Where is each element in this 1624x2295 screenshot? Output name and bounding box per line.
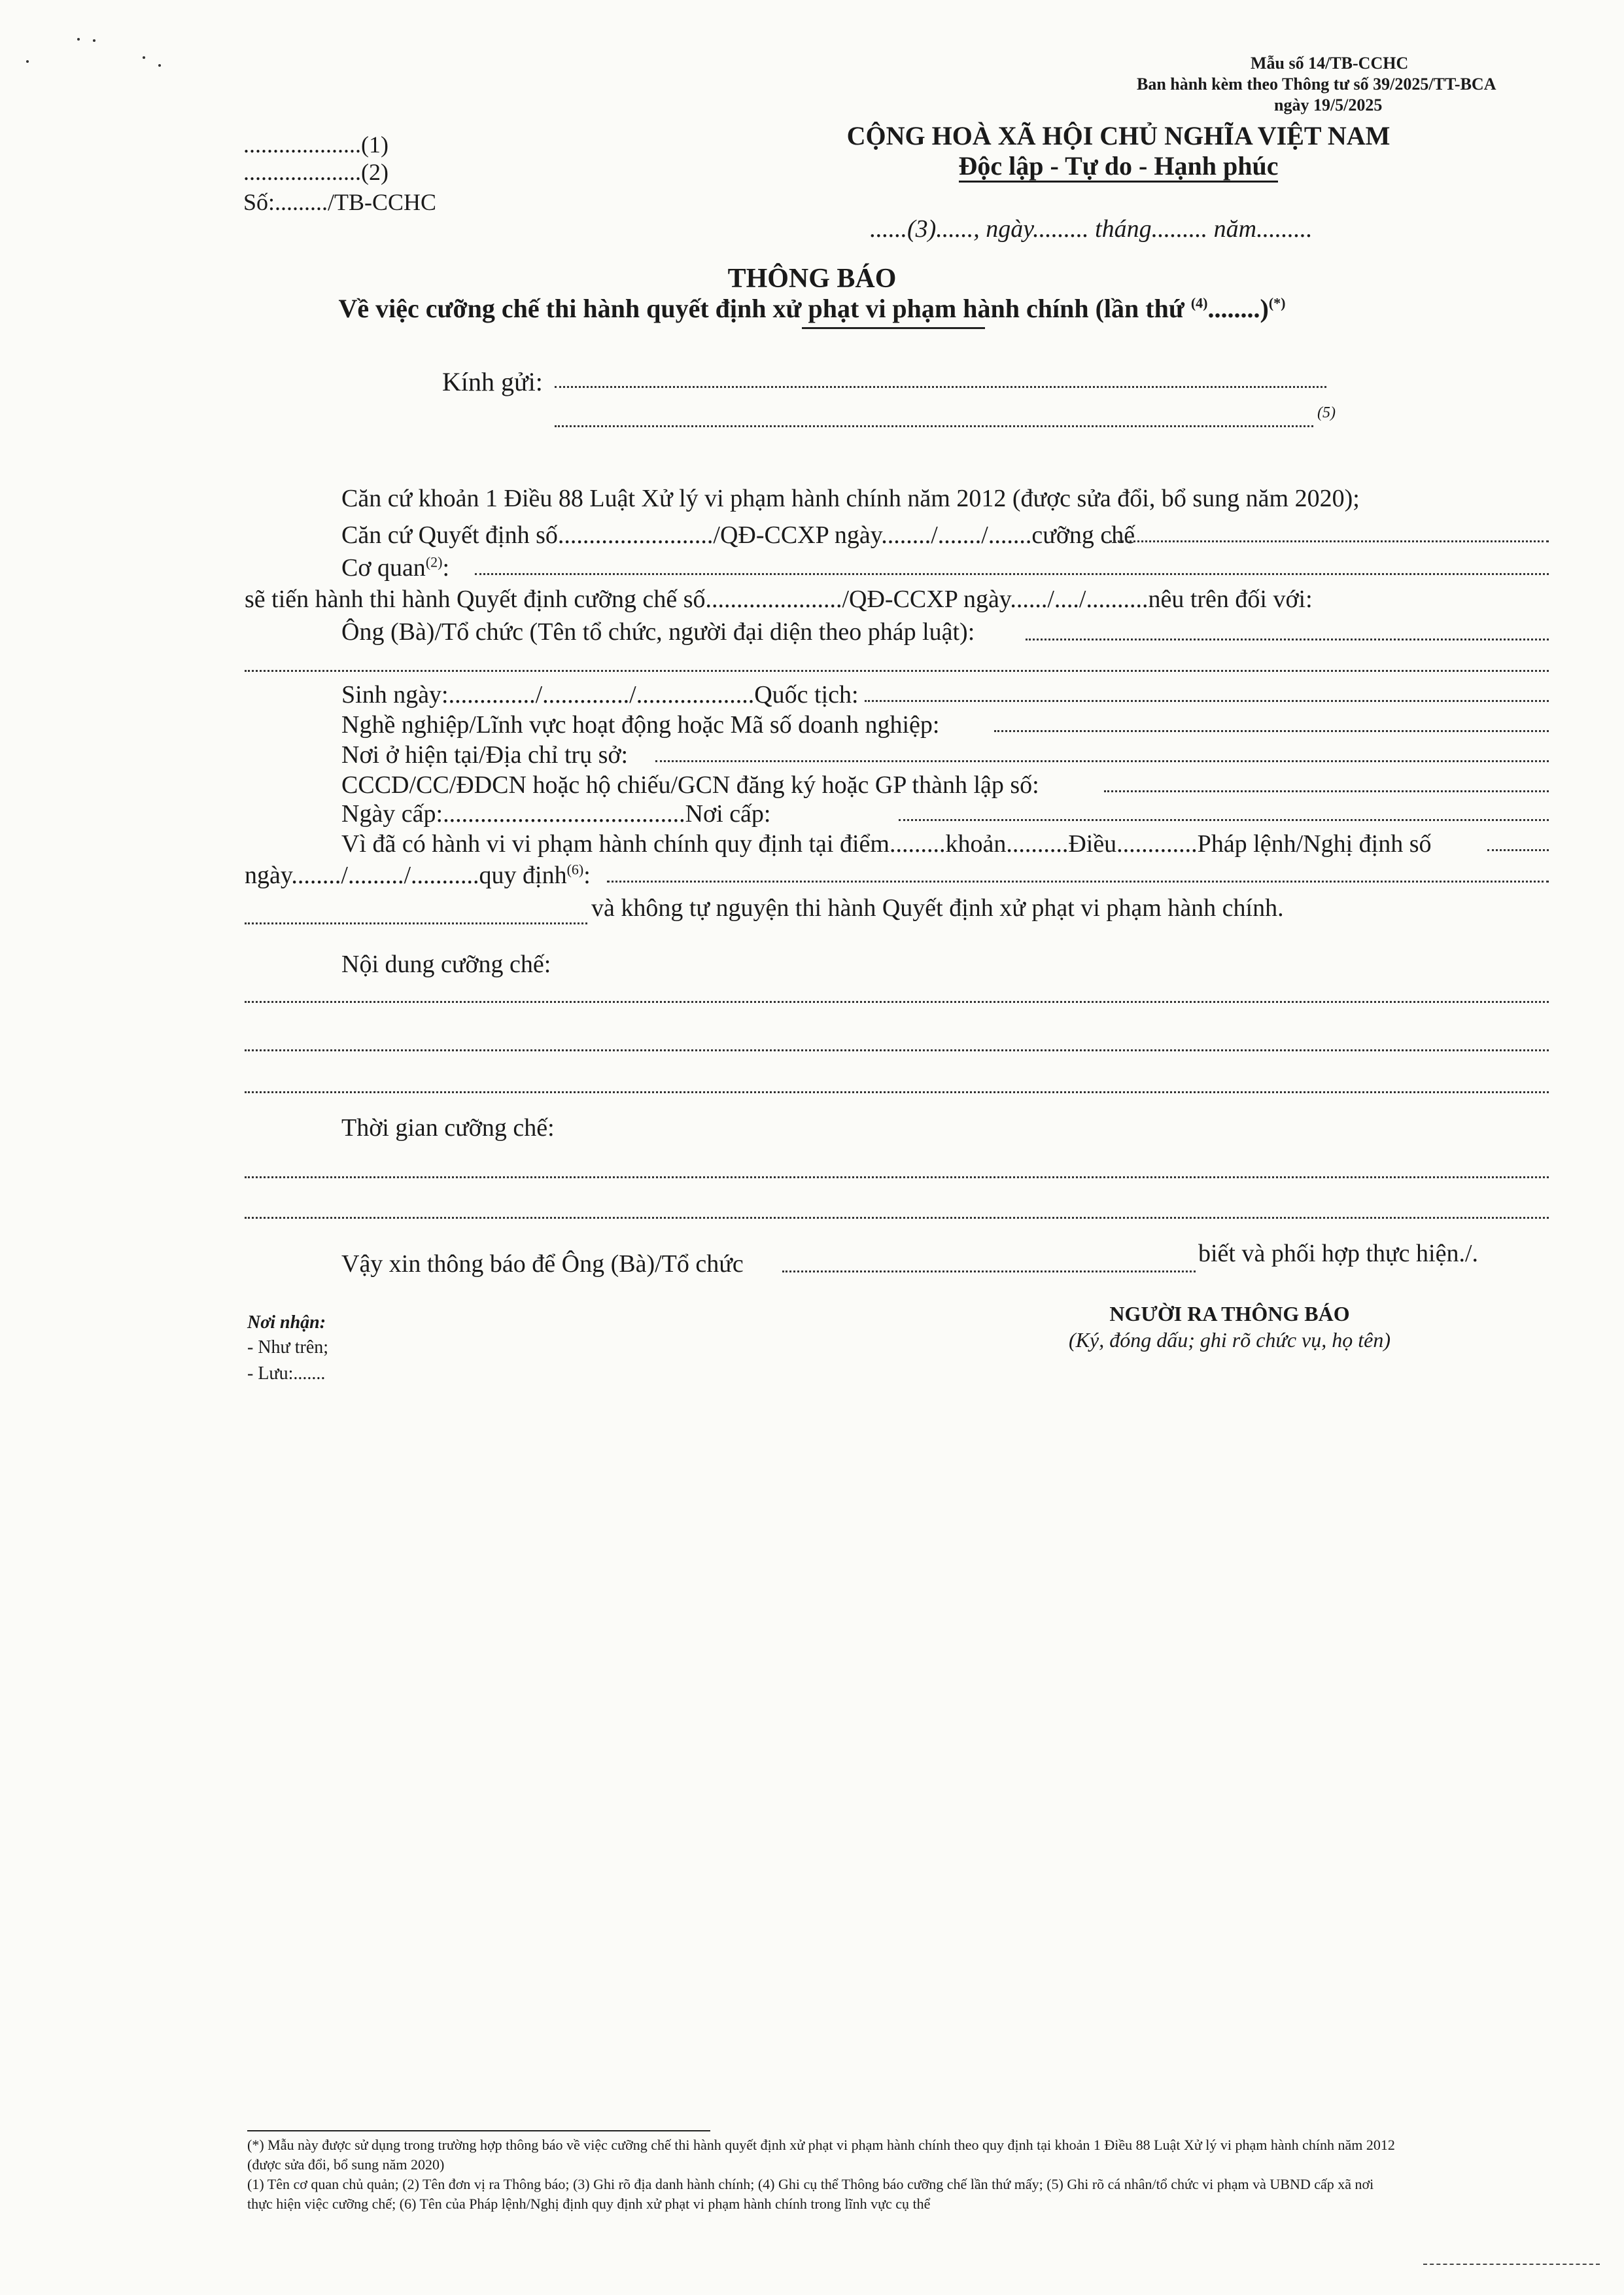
- enforcement-decision-field[interactable]: sẽ tiến hành thi hành Quyết định cưỡng chế số....................../QĐ-CCXP ngày....../..../..........nêu trên đối với:: [245, 586, 1313, 613]
- enforcement-content-line-2[interactable]: [245, 1049, 1549, 1051]
- agency-label: Cơ quan: [341, 554, 426, 582]
- id-number-label: CCCD/CC/ĐDCN hoặc hộ chiếu/GCN đăng ký hoặc GP thành lập số:: [341, 771, 1039, 799]
- scan-speck: [26, 60, 29, 63]
- signature-note: (Ký, đóng dấu; ghi rõ chức vụ, họ tên): [1068, 1328, 1391, 1352]
- violation-date-colon: :: [583, 862, 591, 889]
- agency-parent-field[interactable]: ....................(1): [243, 131, 389, 158]
- recipient-label: Kính gửi:: [442, 367, 543, 396]
- scan-edge-mark: [1423, 2264, 1600, 2265]
- subtitle-note-4: (4): [1190, 294, 1208, 311]
- id-number-line[interactable]: [1104, 790, 1549, 792]
- scan-speck: [77, 38, 80, 41]
- violation-date-field[interactable]: [245, 861, 591, 890]
- enforcement-content-line-3[interactable]: [245, 1091, 1549, 1093]
- recipients-item-above: - Như trên;: [247, 1337, 329, 1358]
- motto-wrap: [824, 150, 1413, 181]
- footnote-notes-line-1: (1) Tên cơ quan chủ quản; (2) Tên đơn vị ra Thông báo; (3) Ghi rõ địa danh hành chính; (4) Ghi cụ thể Thông báo cưỡng chế lần thứ mấy; (5) Ghi rõ cá nhân/tổ chức vi phạm và UBND cấp xã nơi: [247, 2176, 1374, 2192]
- agency-note-2: (2): [425, 553, 443, 570]
- issue-place-line[interactable]: [899, 819, 1549, 821]
- subject-name-label: Ông (Bà)/Tổ chức (Tên tổ chức, người đại diện theo pháp luật):: [341, 618, 975, 646]
- occupation-line[interactable]: [994, 730, 1549, 732]
- decision-basis-line[interactable]: [1109, 540, 1549, 542]
- scan-speck: [158, 64, 161, 67]
- closing-recipient-line[interactable]: [782, 1270, 1196, 1272]
- enforcement-time-line-1[interactable]: [245, 1176, 1549, 1178]
- document-subtitle: [0, 293, 1624, 324]
- non-compliance-line[interactable]: [245, 922, 587, 924]
- regulation-line[interactable]: [607, 881, 1549, 883]
- nationality-line[interactable]: [865, 700, 1549, 702]
- issued-with-circular: Ban hành kèm theo Thông tư số 39/2025/TT-BCA: [1137, 75, 1496, 94]
- recipient-field-line-2[interactable]: [555, 425, 1313, 427]
- recipient-field-line-1[interactable]: [555, 386, 1326, 388]
- signature-title: NGƯỜI RA THÔNG BÁO: [1109, 1302, 1350, 1325]
- decree-number-line[interactable]: [1487, 849, 1549, 851]
- scan-speck: [93, 39, 95, 42]
- recipient-note: (5): [1317, 404, 1336, 421]
- enforcement-time-line-2[interactable]: [245, 1217, 1549, 1219]
- recipients-item-archive: - Lưu:.......: [247, 1363, 326, 1384]
- subtitle-text: Về việc cưỡng chế thi hành quyết định xử phạt vi phạm hành chính (lần thứ: [338, 294, 1184, 323]
- subtitle-end: ........): [1207, 294, 1269, 323]
- title-underline: [802, 327, 985, 329]
- enforcement-content-line-1[interactable]: [245, 1001, 1549, 1003]
- footnote-notes-line-2: thực hiện việc cưỡng chế; (6) Tên của Pháp lệnh/Nghị định quy định xử phạt vi phạm hành chính trong lĩnh vực cụ thể: [247, 2196, 931, 2212]
- subtitle-note-star: (*): [1268, 294, 1286, 311]
- agency-issuer-field[interactable]: ....................(2): [243, 159, 389, 185]
- issued-date: ngày 19/5/2025: [1274, 96, 1383, 114]
- address-line[interactable]: [655, 760, 1549, 762]
- subject-name-line-1[interactable]: [1026, 639, 1549, 640]
- legal-basis-law: Căn cứ khoản 1 Điều 88 Luật Xử lý vi phạm hành chính năm 2012 (được sửa đổi, bổ sung năm 2020);: [341, 485, 1360, 512]
- scan-speck: [143, 56, 145, 59]
- document-number-field[interactable]: Số:........./TB-CCHC: [243, 189, 437, 215]
- agency-field-line[interactable]: [475, 573, 1549, 575]
- footnote-star: (*) Mẫu này được sử dụng trong trường hợp thông báo về việc cưỡng chế thi hành quyết định xử phạt vi phạm hành chính theo quy định tại khoản 1 Điều 88 Luật Xử lý vi phạm hành chính năm 2012: [247, 2137, 1395, 2153]
- violation-date-text: ngày......../........./...........quy định: [245, 862, 567, 889]
- closing-text-end: biết và phối hợp thực hiện./.: [1198, 1240, 1479, 1267]
- violation-article-field[interactable]: Vì đã có hành vi vi phạm hành chính quy định tại điểm.........khoản..........Điều.............Pháp lệnh/Nghị định số: [341, 830, 1432, 858]
- decision-basis-field[interactable]: Căn cứ Quyết định số........................./QĐ-CCXP ngày......../......./.......cưỡng chế: [341, 521, 1135, 549]
- subject-name-line-2[interactable]: [245, 670, 1549, 672]
- non-compliance-text: và không tự nguyện thi hành Quyết định xử phạt vi phạm hành chính.: [591, 894, 1284, 922]
- closing-text-start: Vậy xin thông báo để Ông (Bà)/Tổ chức: [341, 1250, 744, 1278]
- agency-line-label: Cơ quan$^{(2)}$:: [341, 553, 450, 582]
- issue-date-place-field[interactable]: Ngày cấp:.......................................Nơi cấp:: [341, 800, 771, 828]
- birth-nationality-field[interactable]: Sinh ngày:............../............../...................Quốc tịch:: [341, 681, 859, 709]
- footnote-separator: [247, 2130, 710, 2131]
- national-title: CỘNG HOÀ XÃ HỘI CHỦ NGHĨA VIỆT NAM: [846, 121, 1391, 150]
- occupation-label: Nghề nghiệp/Lĩnh vực hoạt động hoặc Mã số doanh nghiệp:: [341, 711, 940, 739]
- form-number: Mẫu số 14/TB-CCHC: [1251, 54, 1409, 73]
- national-motto: Độc lập - Tự do - Hạnh phúc: [959, 151, 1279, 183]
- document-title: THÔNG BÁO: [727, 264, 897, 294]
- place-date-field[interactable]: ......(3)......, ngày......... tháng......... năm.........: [870, 215, 1313, 243]
- footnote-star-continued: (được sửa đổi, bổ sung năm 2020): [247, 2156, 445, 2173]
- enforcement-time-label: Thời gian cưỡng chế:: [341, 1114, 555, 1142]
- enforcement-content-label: Nội dung cưỡng chế:: [341, 951, 551, 978]
- regulation-note-6: (6): [566, 861, 584, 878]
- recipients-title: Nơi nhận:: [247, 1312, 326, 1333]
- address-label: Nơi ở hiện tại/Địa chỉ trụ sở:: [341, 741, 629, 769]
